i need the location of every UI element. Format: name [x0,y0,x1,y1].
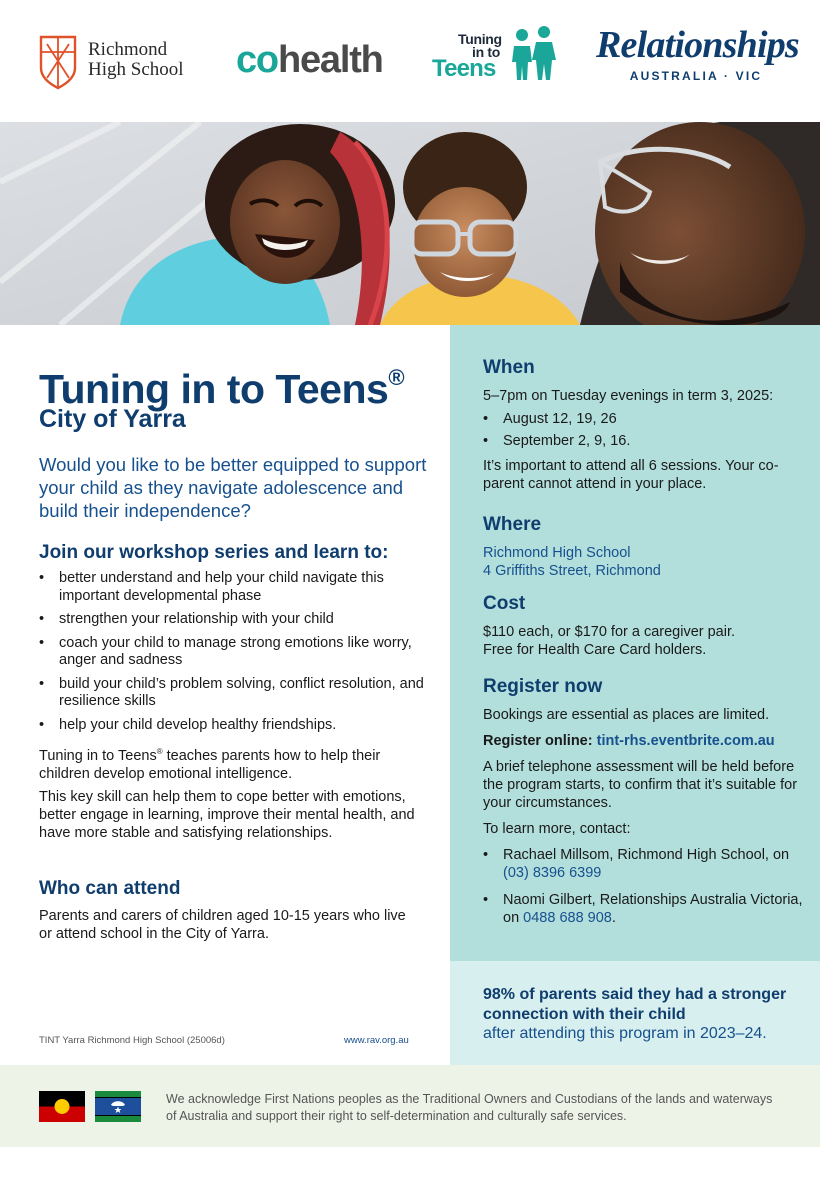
when-heading: When [483,357,535,378]
hero-photo [0,122,820,325]
document-reference: TINT Yarra Richmond High School (25006d) [39,1035,225,1046]
testimonial-highlight: 98% of parents said they had a stronger connection with their child [483,986,787,1023]
contact-name: Rachael Millsom, Richmond High School, on [503,847,790,863]
cost-price: $110 each, or $170 for a caregiver pair. [483,624,736,640]
list-item: • better understand and help your child navigate this important developmental phase [39,570,429,605]
contact-end: . [611,910,616,926]
who-text: Parents and carers of children aged 10-15 years who live or attend school in the City of Yarra. [39,908,406,942]
page-title [39,355,404,412]
session-dates [483,410,803,450]
where-heading: Where [483,514,542,535]
logo-header [0,0,820,122]
benefits-paragraph: This key skill can help them to cope better with emotions, better engage in learning, improve their mental health, and have more stable and satisfying relationships. [39,789,415,841]
main-column [0,325,450,1065]
contact-phone[interactable]: 0488 688 908 [523,910,612,926]
list-item: • help your child develop healthy friendships. [39,717,429,735]
contact-list [483,846,803,927]
testimonial-box [450,961,820,1065]
attendance-note: It’s important to attend all 6 sessions. Your co-parent cannot attend in your place. [483,458,779,492]
registered-mark: ® [388,365,405,390]
lead-question: Would you like to be better equipped to support your child as they navigate adolescence and build their independence? [39,454,427,521]
register-online [483,732,803,750]
ra-wordmark: Relationships [596,24,799,66]
acknowledgement-text: We acknowledge First Nations peoples as the Traditional Owners and Custodians of the lands and waterways of Australia and support their right to self-determination and culturally safe services. [166,1092,773,1123]
register-label: Register online: [483,733,597,749]
website-link[interactable]: www.rav.org.au [344,1035,409,1046]
ra-region: AUSTRALIA · VIC [629,69,763,83]
who-heading: Who can attend [39,878,181,899]
family-photo-icon [0,122,820,325]
list-item: • August 12, 19, 26 [483,410,803,428]
cohealth-co: co [236,39,278,81]
list-item: • strengthen your relationship with your child [39,611,429,629]
when-section [483,357,803,493]
title-text: Tuning in to Teens [39,366,389,412]
venue-address: 4 Griffiths Street, Richmond [483,563,661,579]
registered-mark: ® [156,747,163,756]
school-name: Richmond High School [88,39,184,80]
school-crest-icon [38,34,78,90]
when-intro: 5–7pm on Tuesday evenings in term 3, 2025: [483,388,774,404]
assessment-note: A brief telephone assessment will be held before the program starts, to confirm that it’s suitable for your circumstances. [483,759,798,811]
contact-item [483,846,803,882]
testimonial-rest: after attending this program in 2023–24. [483,1025,767,1042]
learn-list-container [39,570,429,740]
learn-list [39,570,429,734]
where-section [483,514,803,580]
acknowledgement-bar [0,1065,820,1147]
cost-concession: Free for Health Care Card holders. [483,642,707,658]
torres-strait-islander-flag-icon [95,1091,141,1122]
tuning-in-to-teens-logo [432,26,562,88]
register-heading: Register now [483,676,603,697]
cohealth-health: health [277,39,383,81]
details-panel [450,325,820,961]
program-description-name: Tuning in to Teens [39,748,157,764]
program-description-text: teaches parents how to help their children develop emotional intelligence. [39,748,381,782]
list-item: • coach your child to manage strong emotions like worry, anger and sadness [39,635,429,670]
cost-heading: Cost [483,593,526,614]
booking-note: Bookings are essential as places are limited. [483,707,770,723]
register-link[interactable]: tint-rhs.eventbrite.com.au [596,733,775,749]
people-figures-icon [508,26,558,82]
contact-name: Naomi Gilbert, Relationships Australia Victoria, on [503,892,803,926]
learn-more-text: To learn more, contact: [483,821,631,837]
contact-item [483,891,803,927]
aboriginal-flag-icon [39,1091,85,1122]
contact-phone[interactable]: (03) 8396 6399 [503,865,602,881]
tint-line-2: in to [472,44,501,60]
join-heading: Join our workshop series and learn to: [39,542,389,563]
page-subtitle: City of Yarra [39,405,186,433]
tint-line-3: Teens [432,55,496,82]
cohealth-logo [236,40,383,80]
register-section [483,676,803,934]
list-item: • September 2, 9, 16. [483,432,803,450]
program-description [39,743,419,783]
tint-line-1: Tuning [458,31,502,47]
venue-name: Richmond High School [483,545,631,561]
richmond-high-school-logo [38,34,198,92]
list-item: • build your child’s problem solving, conflict resolution, and resilience skills [39,676,429,711]
cost-section [483,593,803,659]
relationships-australia-logo [596,24,799,88]
